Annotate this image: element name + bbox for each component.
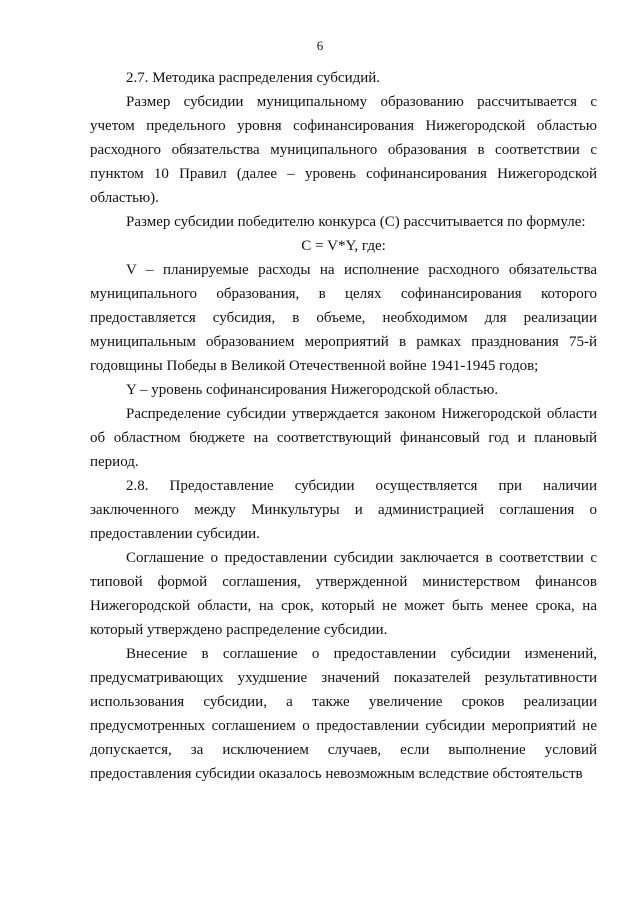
paragraph-subsidy-size: Размер субсидии муниципальному образованию рассчитывается с учетом предельного уровня софинансирования Нижегородской областью расходного обязательства муниципального образования в соответствии с пунктом 10 Правил (далее – уровень софинансирования Нижегородской областью). [90, 94, 597, 206]
page-number: 6 [316, 38, 324, 53]
section-paragraph-2-8: 2.8. Предоставление субсидии осуществляется при наличии заключенного между Минкультуры и администрацией соглашения о предоставлении субсидии. [90, 478, 597, 542]
section-heading-2-7: 2.7. Методика распределения субсидий. [126, 70, 381, 86]
formula: С = V*Y, где: [301, 238, 386, 254]
paragraph-agreement: Соглашение о предоставлении субсидии заключается в соответствии с типовой формой соглашения, утвержденной министерством финансов Нижегородской области, на срок, который не может быть менее срока, на который утверждено распределение субсидии. [90, 550, 597, 638]
document-body [90, 66, 597, 786]
paragraph-v-definition: V – планируемые расходы на исполнение расходного обязательства муниципального образования, в целях софинансирования которого предоставляется субсидия, в объеме, необходимом для реализации муниципальным образованием мероприятий в рамках празднования 75-й годовщины Победы в Великой Отечественной войне 1941-1945 годов; [90, 262, 597, 374]
paragraph-y-definition: Y – уровень софинансирования Нижегородской областью. [126, 382, 499, 398]
paragraph-formula-intro: Размер субсидии победителю конкурса (С) рассчитывается по формуле: [126, 214, 586, 230]
paragraph-amendments: Внесение в соглашение о предоставлении субсидии изменений, предусматривающих ухудшение значений показателей результативности использования субсидии, а также увеличение сроков реализации предусмотренных соглашением о предоставлении субсидии мероприятий не допускается, за исключением случаев, если выполнение условий предоставления субсидии оказалось невозможным вследствие обстоятельств [90, 646, 597, 782]
paragraph-distribution: Распределение субсидии утверждается законом Нижегородской области об областном бюджете на соответствующий финансовый год и плановый период. [90, 406, 597, 470]
